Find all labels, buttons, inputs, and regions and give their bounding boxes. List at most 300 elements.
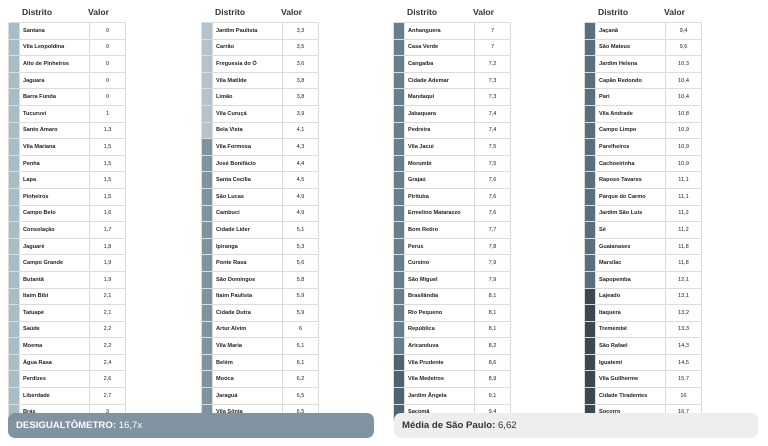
table-row [202, 188, 319, 205]
table-row [585, 271, 702, 288]
table-row [9, 371, 126, 388]
desigualtometro-bar [8, 413, 374, 438]
table-row [9, 305, 126, 322]
district-value: 7,4 [475, 122, 511, 139]
district-value: 3,5 [283, 39, 319, 56]
district-name: Jaguaré [20, 238, 90, 255]
color-swatch [9, 354, 20, 371]
color-swatch [394, 139, 405, 156]
color-swatch [202, 122, 213, 139]
color-swatch [9, 23, 20, 40]
district-name: Bela Vista [213, 122, 283, 139]
district-name: Perdizes [20, 371, 90, 388]
color-swatch [394, 338, 405, 355]
district-value: 4,3 [283, 139, 319, 156]
district-value: 8,1 [475, 305, 511, 322]
district-value: 0 [90, 89, 126, 106]
district-value: 3,8 [283, 72, 319, 89]
district-value: 3,9 [283, 105, 319, 122]
color-swatch [9, 238, 20, 255]
table-row [9, 188, 126, 205]
district-value: 5,9 [283, 288, 319, 305]
value-header: Valor [88, 7, 110, 17]
table-row [9, 105, 126, 122]
district-name: Tatuapé [20, 305, 90, 322]
district-value: 10,4 [666, 89, 702, 106]
color-swatch [202, 205, 213, 222]
color-swatch [585, 354, 596, 371]
table-row [394, 56, 511, 73]
district-table [8, 22, 126, 421]
district-column-4 [584, 0, 700, 421]
district-value: 5,1 [283, 222, 319, 239]
district-value: 2,2 [90, 321, 126, 338]
district-value: 0 [90, 56, 126, 73]
table-row [394, 205, 511, 222]
table-row [9, 288, 126, 305]
district-value: 5,8 [283, 271, 319, 288]
color-swatch [585, 271, 596, 288]
district-value: 7,5 [475, 155, 511, 172]
table-row [9, 39, 126, 56]
district-name: Penha [20, 155, 90, 172]
district-name: Anhanguera [405, 23, 475, 40]
district-value: 1 [90, 105, 126, 122]
district-name: Santa Cecília [213, 172, 283, 189]
district-name: Capão Redondo [596, 72, 666, 89]
district-name: Ipiranga [213, 238, 283, 255]
district-name: Vila Leopoldina [20, 39, 90, 56]
district-value: 13,3 [666, 321, 702, 338]
color-swatch [585, 105, 596, 122]
color-swatch [202, 172, 213, 189]
district-name: Liberdade [20, 388, 90, 405]
color-swatch [9, 205, 20, 222]
district-name: São Lucas [213, 188, 283, 205]
district-name: Casa Verde [405, 39, 475, 56]
district-name: Perus [405, 238, 475, 255]
district-value: 3,3 [283, 23, 319, 40]
color-swatch [9, 371, 20, 388]
district-name: Jardim São Luís [596, 205, 666, 222]
district-name: Campo Grande [20, 255, 90, 272]
table-row [9, 338, 126, 355]
district-name: Cidade Ademar [405, 72, 475, 89]
color-swatch [9, 388, 20, 405]
color-swatch [202, 371, 213, 388]
district-name: Jardim Ângela [405, 388, 475, 405]
table-row [202, 321, 319, 338]
district-name: Limão [213, 89, 283, 106]
color-swatch [202, 321, 213, 338]
district-name: Santo Amaro [20, 122, 90, 139]
district-value: 16 [666, 388, 702, 405]
column-header [8, 0, 124, 22]
district-header: Distrito [598, 7, 629, 17]
color-swatch [394, 388, 405, 405]
district-name: Itaquera [596, 305, 666, 322]
color-swatch [585, 155, 596, 172]
district-name: Lapa [20, 172, 90, 189]
district-value: 1,5 [90, 172, 126, 189]
table-row [394, 255, 511, 272]
color-swatch [585, 89, 596, 106]
district-value: 4,9 [283, 205, 319, 222]
district-value: 1,5 [90, 139, 126, 156]
table-row [9, 238, 126, 255]
district-header: Distrito [407, 7, 438, 17]
table-row [9, 122, 126, 139]
color-swatch [585, 122, 596, 139]
color-swatch [9, 305, 20, 322]
color-swatch [394, 305, 405, 322]
district-value: 9,6 [666, 39, 702, 56]
color-swatch [202, 388, 213, 405]
district-name: Parque do Carmo [596, 188, 666, 205]
table-row [585, 72, 702, 89]
table-row [394, 271, 511, 288]
color-swatch [202, 222, 213, 239]
district-name: Itaim Paulista [213, 288, 283, 305]
district-value: 11,8 [666, 238, 702, 255]
color-swatch [9, 122, 20, 139]
district-name: Jardim Paulista [213, 23, 283, 40]
district-value: 2,1 [90, 288, 126, 305]
color-swatch [9, 155, 20, 172]
column-header [201, 0, 317, 22]
district-name: Mooca [213, 371, 283, 388]
district-name: Morumbi [405, 155, 475, 172]
district-name: Tucuruvi [20, 105, 90, 122]
table-row [9, 205, 126, 222]
table-row [202, 122, 319, 139]
district-value: 1,5 [90, 155, 126, 172]
table-row [202, 39, 319, 56]
color-swatch [202, 23, 213, 40]
table-row [585, 338, 702, 355]
district-value: 7 [475, 23, 511, 40]
district-name: Jardim Helena [596, 56, 666, 73]
district-name: Cachoeirinha [596, 155, 666, 172]
color-swatch [9, 172, 20, 189]
table-row [394, 155, 511, 172]
table-row [585, 89, 702, 106]
table-row [202, 338, 319, 355]
district-name: Pirituba [405, 188, 475, 205]
district-name: Cangaíba [405, 56, 475, 73]
district-name: Tremembé [596, 321, 666, 338]
district-name: Consolação [20, 222, 90, 239]
district-value: 10,3 [666, 56, 702, 73]
district-name: Vila Guilherme [596, 371, 666, 388]
district-name: Jaraguá [213, 388, 283, 405]
color-swatch [202, 255, 213, 272]
color-swatch [394, 288, 405, 305]
color-swatch [9, 288, 20, 305]
table-row [585, 288, 702, 305]
district-name: Vila Medeiros [405, 371, 475, 388]
table-row [202, 354, 319, 371]
district-name: Artur Alvim [213, 321, 283, 338]
table-row [394, 222, 511, 239]
district-value: 10,9 [666, 139, 702, 156]
district-value: 10,4 [666, 72, 702, 89]
district-name: Aricanduva [405, 338, 475, 355]
color-swatch [202, 338, 213, 355]
district-name: Vila Maria [213, 338, 283, 355]
table-row [394, 122, 511, 139]
desigualtometro-value: 16,7x [116, 420, 143, 431]
table-row [394, 338, 511, 355]
table-row [585, 188, 702, 205]
district-value: 7,9 [475, 271, 511, 288]
table-row [394, 354, 511, 371]
table-row [394, 39, 511, 56]
table-row [202, 23, 319, 40]
district-table [393, 22, 511, 421]
district-name: Belém [213, 354, 283, 371]
table-row [9, 388, 126, 405]
district-header: Distrito [22, 7, 53, 17]
district-name: São Rafael [596, 338, 666, 355]
color-swatch [202, 354, 213, 371]
color-swatch [585, 288, 596, 305]
table-row [9, 222, 126, 239]
district-name: Rio Pequeno [405, 305, 475, 322]
table-row [585, 305, 702, 322]
district-name: Grajaú [405, 172, 475, 189]
district-value: 7,3 [475, 72, 511, 89]
district-name: Vila Prudente [405, 354, 475, 371]
color-swatch [9, 105, 20, 122]
district-name: Itaim Bibi [20, 288, 90, 305]
district-column-1 [8, 0, 124, 421]
table-row [394, 72, 511, 89]
district-value: 11,1 [666, 172, 702, 189]
table-row [585, 354, 702, 371]
desigualtometro-label: DESIGUALTÔMETRO: [16, 420, 117, 431]
district-name: Alto de Pinheiros [20, 56, 90, 73]
district-name: Jabaquara [405, 105, 475, 122]
district-value: 10,9 [666, 155, 702, 172]
district-value: 11,1 [666, 188, 702, 205]
district-value: 9,4 [666, 23, 702, 40]
color-swatch [394, 354, 405, 371]
color-swatch [585, 338, 596, 355]
district-value: 6,5 [283, 388, 319, 405]
district-name: Campo Limpo [596, 122, 666, 139]
table-row [202, 271, 319, 288]
district-name: Sé [596, 222, 666, 239]
district-column-2 [201, 0, 317, 421]
district-name: Lajeado [596, 288, 666, 305]
color-swatch [394, 72, 405, 89]
district-name: Butantã [20, 271, 90, 288]
district-value: 7,9 [475, 255, 511, 272]
table-row [585, 56, 702, 73]
district-value: 7,3 [475, 89, 511, 106]
district-value: 0 [90, 39, 126, 56]
district-name: Pari [596, 89, 666, 106]
table-row [585, 205, 702, 222]
color-swatch [585, 371, 596, 388]
value-header: Valor [473, 7, 495, 17]
table-row [9, 321, 126, 338]
color-swatch [202, 238, 213, 255]
color-swatch [9, 89, 20, 106]
district-name: Vila Jacuí [405, 139, 475, 156]
district-name: Freguesia do Ó [213, 56, 283, 73]
district-name: Cidade Dutra [213, 305, 283, 322]
color-swatch [9, 72, 20, 89]
district-name: Jaçanã [596, 23, 666, 40]
color-swatch [585, 23, 596, 40]
district-value: 0 [90, 23, 126, 40]
color-swatch [202, 56, 213, 73]
table-row [394, 89, 511, 106]
district-header: Distrito [215, 7, 246, 17]
color-swatch [585, 139, 596, 156]
district-value: 1,8 [90, 238, 126, 255]
district-value: 7,8 [475, 238, 511, 255]
table-row [202, 155, 319, 172]
color-swatch [202, 105, 213, 122]
district-value: 7,4 [475, 105, 511, 122]
table-row [394, 23, 511, 40]
table-row [9, 255, 126, 272]
district-value: 9,1 [475, 388, 511, 405]
column-header [584, 0, 700, 22]
district-name: Moema [20, 338, 90, 355]
district-value: 2,4 [90, 354, 126, 371]
district-name: José Bonifácio [213, 155, 283, 172]
district-value: 5,9 [283, 305, 319, 322]
average-label: Média de São Paulo: [402, 420, 496, 431]
district-value: 1,6 [90, 205, 126, 222]
district-value: 2,2 [90, 338, 126, 355]
table-row [202, 139, 319, 156]
table-row [202, 238, 319, 255]
district-value: 4,5 [283, 172, 319, 189]
color-swatch [202, 89, 213, 106]
color-swatch [585, 305, 596, 322]
district-value: 7 [475, 39, 511, 56]
color-swatch [394, 23, 405, 40]
table-row [394, 188, 511, 205]
district-name: Barra Funda [20, 89, 90, 106]
color-swatch [394, 122, 405, 139]
district-value: 5,3 [283, 238, 319, 255]
table-row [394, 172, 511, 189]
district-name: Ponte Rasa [213, 255, 283, 272]
table-row [585, 371, 702, 388]
color-swatch [9, 271, 20, 288]
color-swatch [394, 271, 405, 288]
table-row [394, 388, 511, 405]
district-value: 13,2 [666, 305, 702, 322]
table-row [202, 89, 319, 106]
district-name: Carrão [213, 39, 283, 56]
district-name: Ermelino Matarazzo [405, 205, 475, 222]
color-swatch [394, 371, 405, 388]
color-swatch [9, 321, 20, 338]
color-swatch [585, 222, 596, 239]
district-name: Pinheiros [20, 188, 90, 205]
table-row [202, 72, 319, 89]
district-value: 3,8 [283, 89, 319, 106]
table-row [9, 89, 126, 106]
color-swatch [585, 188, 596, 205]
table-row [9, 271, 126, 288]
table-row [585, 172, 702, 189]
table-row [202, 56, 319, 73]
color-swatch [394, 205, 405, 222]
color-swatch [9, 255, 20, 272]
district-name: Mandaqui [405, 89, 475, 106]
table-row [585, 39, 702, 56]
district-value: 8,2 [475, 338, 511, 355]
district-name: Parelheiros [596, 139, 666, 156]
table-row [9, 139, 126, 156]
table-row [394, 105, 511, 122]
district-value: 1,9 [90, 271, 126, 288]
district-value: 7,5 [475, 139, 511, 156]
district-name: Vila Andrade [596, 105, 666, 122]
table-row [585, 222, 702, 239]
color-swatch [202, 288, 213, 305]
table-row [394, 305, 511, 322]
color-swatch [202, 72, 213, 89]
table-row [9, 56, 126, 73]
district-value: 7,2 [475, 56, 511, 73]
district-value: 11,8 [666, 255, 702, 272]
district-name: Guaianases [596, 238, 666, 255]
color-swatch [202, 39, 213, 56]
color-swatch [9, 188, 20, 205]
district-value: 0 [90, 72, 126, 89]
color-swatch [202, 155, 213, 172]
district-name: República [405, 321, 475, 338]
district-name: Cidade Líder [213, 222, 283, 239]
district-name: Vila Curuçá [213, 105, 283, 122]
color-swatch [394, 56, 405, 73]
district-name: Raposo Tavares [596, 172, 666, 189]
district-value: 1,7 [90, 222, 126, 239]
color-swatch [585, 388, 596, 405]
district-value: 1,9 [90, 255, 126, 272]
color-swatch [585, 72, 596, 89]
district-name: Marsilac [596, 255, 666, 272]
district-value: 10,9 [666, 122, 702, 139]
color-swatch [9, 338, 20, 355]
color-swatch [585, 172, 596, 189]
district-value: 7,6 [475, 188, 511, 205]
district-value: 6 [283, 321, 319, 338]
district-value: 14,5 [666, 354, 702, 371]
color-swatch [202, 271, 213, 288]
color-swatch [394, 222, 405, 239]
value-header: Valor [664, 7, 686, 17]
average-value: 6,62 [495, 420, 517, 431]
district-value: 1,3 [90, 122, 126, 139]
color-swatch [202, 188, 213, 205]
district-name: Bom Retiro [405, 222, 475, 239]
color-swatch [394, 321, 405, 338]
district-name: São Miguel [405, 271, 475, 288]
color-swatch [9, 56, 20, 73]
average-bar [394, 413, 758, 438]
district-value: 8,6 [475, 354, 511, 371]
